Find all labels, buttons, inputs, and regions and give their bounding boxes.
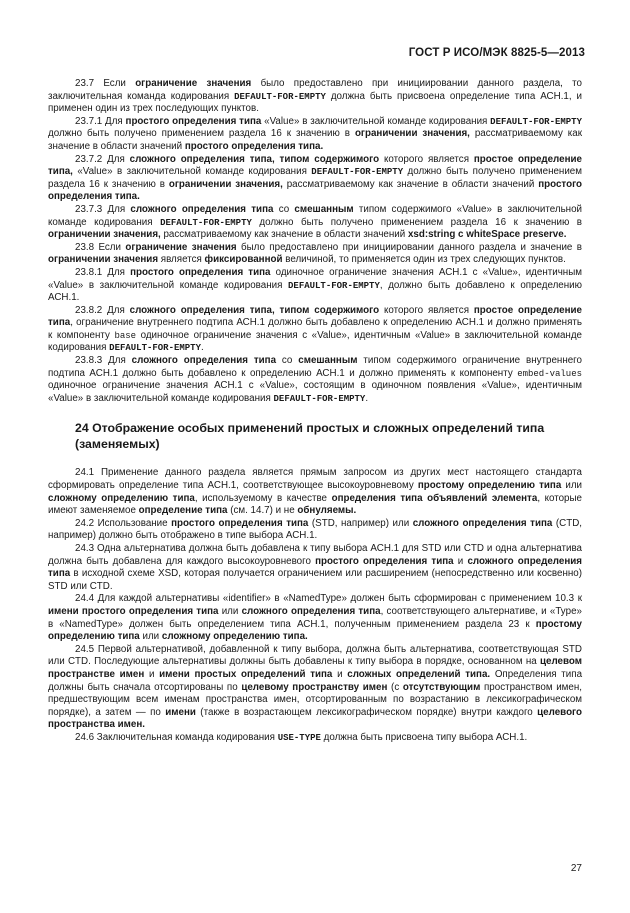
text-run: 24.5 Первой альтернативой, добавленной к типу выбора, должна быть альтернатива, соответствующая STD или CTD. Последующие альтернативы должны быть добавлены к типу выбора в порядке, основанном на: [48, 643, 582, 668]
text-run: «Value» в заключительной команде кодирования: [72, 166, 312, 178]
para-23-7-1: [48, 116, 582, 154]
para-23-8: [48, 242, 582, 267]
code-term: DEFAULT-FOR-EMPTY: [160, 217, 252, 228]
text-run: Определения типа должны быть сначала отсортированы по: [48, 668, 583, 693]
text-run: типом содержимого ограничение внутреннего подтипа АСН.1 должно быть добавлено к определению АСН.1 и должно применять к компоненту: [48, 355, 582, 379]
para-23-8-3: [48, 355, 582, 405]
text-run: (с: [387, 681, 403, 693]
para-24-3: [48, 543, 582, 593]
text-run: , используемому в качестве: [194, 492, 332, 504]
bold-term: определение типа: [138, 505, 228, 517]
para-23-7: [48, 78, 582, 116]
text-run: 24.1 Применение данного раздела является прямым запросом из других мест настоящего стандарта сформировать определение типа АСН.1, соответствующее высокоуровневому: [48, 467, 582, 492]
text-run: 23.7.3 Для: [75, 203, 131, 215]
bold-term: простому определению типа: [48, 618, 582, 643]
bold-term: сложных определений типа.: [347, 668, 491, 680]
text-run: «Value» в заключительной команде кодирования: [261, 115, 491, 127]
para-24-6: [48, 732, 582, 745]
para-23-8-2: [48, 305, 582, 355]
text-run: , которые имеют заменяемое: [48, 492, 582, 517]
bold-term: смешанным: [298, 355, 358, 367]
text-run: и: [332, 668, 348, 680]
bold-term: сложного определения типа, типом содержимого: [129, 304, 380, 316]
text-run: должно быть получено применением раздела 16 к значению в: [48, 128, 355, 140]
para-24-4: [48, 593, 582, 643]
text-run: со: [273, 203, 295, 215]
body-text: [48, 78, 582, 745]
bold-term: ограничении значения,: [48, 229, 161, 241]
bold-term: определения типа объявлений элемента: [331, 492, 538, 504]
code-term: DEFAULT-FOR-EMPTY: [490, 116, 582, 127]
text-run: и: [144, 668, 160, 680]
bold-term: ограничении значения: [48, 254, 159, 266]
text-run: должно быть получено применением раздела 16 к значению в: [251, 216, 582, 228]
bold-term: сложному определению типа.: [161, 631, 308, 643]
text-run: 24.2 Использование: [75, 517, 172, 529]
bold-term: имени простого определения типа: [48, 605, 219, 617]
text-run: одиночное ограничение значения АСН.1 с «Value», идентичным «Value» в заключительной команде кодирования: [48, 266, 582, 291]
bold-term: целевом пространстве имен: [48, 656, 582, 680]
bold-term: простое определение типа,: [48, 153, 582, 178]
section-24-heading: [48, 420, 582, 452]
bold-term: целевого пространства имен.: [48, 706, 582, 731]
bold-term: простого определения типа.: [48, 178, 583, 203]
text-run: должна быть присвоена типу выбора АСН.1.: [320, 731, 528, 743]
text-run: 23.8.1 Для: [75, 266, 131, 278]
text-run: 23.7.1 Для: [75, 115, 126, 127]
bold-term: простого определения типа: [130, 266, 271, 278]
text-run: или: [561, 480, 583, 492]
bold-term: простого определения типа: [125, 115, 262, 127]
text-run: 23.7.2 Для: [75, 153, 130, 165]
bold-term: имени простых определений типа: [159, 668, 333, 680]
text-run: одиночное ограничение значения с «Value», идентичным «Value» в заключительной команде кодирования: [48, 329, 582, 354]
bold-term: простое определение типа: [48, 304, 582, 329]
bold-term: простого определения типа.: [184, 140, 324, 152]
code-term: DEFAULT-FOR-EMPTY: [311, 167, 404, 178]
bold-term: простому определению типа: [417, 480, 562, 492]
text-run: и: [453, 555, 468, 567]
text-run: , соответствующего альтернативе, и «Type» в «NamedType» должен быть определением типа АСН.1, полученным применением раздела 23 к: [48, 605, 583, 630]
bold-term: сложному определению типа: [48, 492, 195, 504]
para-24-2: [48, 518, 582, 543]
text-run: рассматриваемому как значение в области значений: [282, 178, 539, 190]
text-run: 24 Отображение особых применений простых и сложных определений типа (заменяемых): [75, 421, 545, 452]
text-run: 23.7 Если: [75, 78, 136, 89]
bold-term: имени: [165, 706, 196, 718]
text-run: 24.6 Заключительная команда кодирования: [75, 731, 278, 743]
page-number: 27: [570, 863, 582, 874]
text-run: со: [276, 355, 299, 367]
para-23-7-3: [48, 204, 582, 242]
bold-term: ограничении значения,: [354, 128, 470, 140]
bold-term: целевому пространству имен: [241, 681, 388, 693]
bold-term: смешанным: [294, 203, 354, 215]
text-run: 24.3 Одна альтернатива должна быть добавлена к типу выбора АСН.1 для STD или CTD и одна альтернатива должна быть добавлена для каждого высокоуровневого: [48, 543, 582, 567]
text-run: было предоставлено при инициировании данного раздела и значение в: [236, 241, 582, 253]
bold-term: сложного определения типа: [131, 355, 277, 367]
para-24-1: [48, 467, 582, 517]
bold-term: сложного определения типа: [241, 605, 381, 617]
para-24-5: [48, 644, 582, 732]
code-term: USE-TYPE: [277, 732, 321, 743]
text-run: должно быть получено применением раздела 16 к значению в: [48, 166, 582, 190]
text-run: или: [218, 605, 242, 617]
text-run: одиночное ограничение значения АСН.1 с «Value», состоящим в одиночном появления «Value», идентичным «Value» в заключительной команде кодирования: [48, 380, 582, 404]
text-run: , ограничение внутреннего подтипа АСН.1 должно быть добавлено к определению АСН.1 и должно применять к компоненту: [48, 317, 582, 341]
bold-term: фиксированной: [204, 254, 283, 266]
code-term: DEFAULT-FOR-EMPTY: [234, 91, 326, 102]
text-run: .: [201, 342, 204, 354]
text-run: (также в возрастающем лексикографическом порядке) внутри каждого: [195, 706, 538, 718]
bold-term: сложного определения типа: [130, 203, 274, 215]
text-run: является: [158, 254, 205, 266]
text-run: 23.8.3 Для: [75, 355, 132, 367]
para-23-8-1: [48, 267, 582, 305]
text-run: в исходной схеме XSD, которая получается ограничением или расширением (непосредственно или косвенно) STD или CTD.: [48, 568, 582, 592]
code-term: base: [114, 330, 137, 341]
text-run: рассматриваемому как значение в области значений: [48, 128, 583, 152]
bold-term: простого определения типа: [171, 517, 309, 529]
code-term: embed-values: [517, 368, 582, 379]
bold-term: xsd:string c whiteSpace preserve.: [407, 229, 567, 241]
text-run: 23.8.2 Для: [75, 304, 130, 316]
bold-term: отсутствующим: [402, 681, 481, 693]
bold-term: ограничение значения: [125, 241, 237, 253]
bold-term: ограничение значения: [135, 78, 252, 89]
document-header: ГОСТ Р ИСО/МЭК 8825-5—2013: [408, 47, 585, 59]
bold-term: ограничении значения,: [168, 178, 283, 190]
code-term: DEFAULT-FOR-EMPTY: [273, 393, 366, 404]
text-run: которого является: [379, 304, 474, 316]
text-run: величиной, то применяется один из трех следующих пунктов.: [282, 254, 566, 266]
bold-term: сложного определения типа, типом содержимого: [129, 153, 380, 165]
para-23-7-2: [48, 154, 582, 204]
text-run: 24.4 Для каждой альтернативы «identifier» в «NamedType» должен быть сформирован с применением 10.3 к: [75, 593, 582, 605]
text-run: , должно быть добавлено к определению АСН.1.: [48, 279, 582, 304]
bold-term: обнуляемы.: [297, 505, 357, 517]
text-run: было предоставлено при инициировании данного раздела, то заключительная команда кодирования: [48, 78, 583, 102]
text-run: (STD, например) или: [308, 517, 413, 529]
bold-term: сложного определения типа: [412, 517, 553, 529]
text-run: (CTD, например) должно быть отображено в типе выбора АСН.1.: [48, 517, 583, 542]
text-run: которого является: [379, 153, 474, 165]
text-run: (см. 14.7) и не: [227, 505, 298, 517]
text-run: или: [139, 631, 162, 643]
text-run: 23.8 Если: [75, 241, 126, 253]
text-run: пространством имен, предшествующим всем именам пространства имен, отсортированным по возрастанию в лексикографическом порядке), а затем — по: [48, 681, 582, 718]
code-term: DEFAULT-FOR-EMPTY: [288, 280, 380, 291]
text-run: должна быть присвоена определение типа АСН.1, и применен один из трех последующих пунктов.: [48, 90, 582, 115]
text-run: .: [365, 392, 369, 404]
text-run: типом содержимого «Value» в заключительной команде кодирования: [48, 203, 583, 228]
text-run: рассматриваемому как значение в области значений: [160, 229, 408, 241]
code-term: DEFAULT-FOR-EMPTY: [109, 343, 201, 354]
bold-term: сложного определения типа: [48, 555, 582, 580]
bold-term: простого определения типа: [315, 555, 454, 567]
